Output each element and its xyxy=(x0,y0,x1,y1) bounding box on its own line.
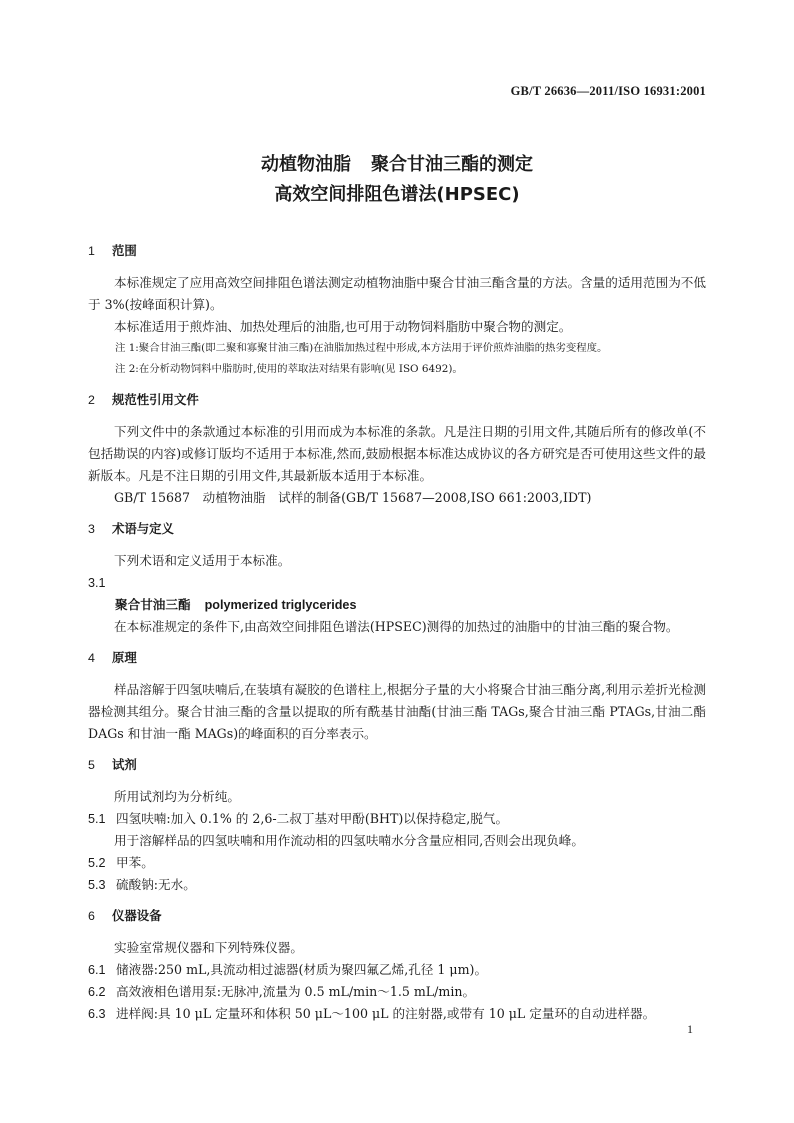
term-definition: 在本标准规定的条件下,由高效空间排阻色谱法(HPSEC)测得的加热过的油脂中的甘油三酯的聚合物。 xyxy=(114,619,679,634)
item-number: 5.3 xyxy=(88,878,106,892)
item-number: 5.2 xyxy=(88,856,106,870)
scope-note-1: 注 1:聚合甘油三酯(即二聚和寡聚甘油三酯)在油脂加热过程中形成,本方法用于评价煎炸油脂的热劣变程度。 xyxy=(115,342,608,354)
reference-item: GB/T 15687 动植物油脂 试样的制备(GB/T 15687—2008,ISO 661:2003,IDT) xyxy=(114,490,592,505)
item-number: 5.1 xyxy=(88,812,106,826)
page-number: 1 xyxy=(687,1022,693,1036)
document-title-line1 xyxy=(0,150,794,176)
item-text: 高效液相色谱用泵:无脉冲,流量为 0.5 mL/min～1.5 mL/min。 xyxy=(116,984,476,999)
term-entry xyxy=(88,594,706,616)
section-title: 仪器设备 xyxy=(112,908,162,923)
title-part-b: 聚合甘油三酯的测定 xyxy=(371,154,533,175)
document-title-line2: 高效空间排阻色谱法(HPSEC) xyxy=(274,184,520,205)
section-number: 5 xyxy=(88,758,95,772)
term-chinese: 聚合甘油三酯 xyxy=(115,597,191,612)
section-title: 原理 xyxy=(112,650,137,665)
section-number: 3 xyxy=(88,522,95,536)
item-text: 甲苯。 xyxy=(116,855,154,870)
reagents-paragraph: 所用试剂均为分析纯。 xyxy=(114,789,240,804)
apparatus-paragraph: 实验室常规仪器和下列特殊仪器。 xyxy=(114,940,303,955)
section-number: 2 xyxy=(88,393,95,407)
item-text: 进样阀:具 10 μL 定量环和体积 50 μL～100 μL 的注射器,或带有 10 μL 定量环的自动进样器。 xyxy=(116,1006,656,1021)
section-title: 规范性引用文件 xyxy=(112,392,199,407)
item-number: 6.2 xyxy=(88,985,106,999)
term-number: 3.1 xyxy=(88,576,106,590)
section-number: 1 xyxy=(88,244,95,258)
terms-paragraph: 下列术语和定义适用于本标准。 xyxy=(114,553,291,568)
reagent-item-5-3 xyxy=(88,874,706,896)
item-text: 硫酸钠:无水。 xyxy=(116,877,196,892)
title-part-a: 动植物油脂 xyxy=(261,154,351,175)
references-paragraph: 下列文件中的条款通过本标准的引用而成为本标准的条款。凡是注日期的引用文件,其随后所有的修改单(不包括勘误的内容)或修订版均不适用于本标准,然而,鼓励根据本标准达成协议的各方研究是否可使用这些文件的最新版本。凡是不注日期的引用文件,其最新版本适用于本标准。 xyxy=(88,424,706,483)
section-heading-reagents xyxy=(88,754,706,776)
item-number: 6.3 xyxy=(88,1007,106,1021)
section-heading-references xyxy=(88,389,706,411)
section-heading-principle xyxy=(88,647,706,669)
standard-number: GB/T 26636—2011/ISO 16931:2001 xyxy=(510,84,706,98)
item-number: 6.1 xyxy=(88,963,106,977)
item-text: 储液器:250 mL,具流动相过滤器(材质为聚四氟乙烯,孔径 1 μm)。 xyxy=(116,962,488,977)
reagent-item-5-1 xyxy=(88,808,706,830)
apparatus-item-6-1 xyxy=(88,959,706,981)
section-title: 术语与定义 xyxy=(112,521,174,536)
document-body xyxy=(88,240,706,1025)
item-text: 四氢呋喃:加入 0.1% 的 2,6-二叔丁基对甲酚(BHT)以保持稳定,脱气。 xyxy=(116,811,509,826)
section-title: 试剂 xyxy=(112,757,137,772)
term-english: polymerized triglycerides xyxy=(204,598,357,612)
scope-note-2: 注 2:在分析动物饲料中脂肪时,使用的萃取法对结果有影响(见 ISO 6492)。 xyxy=(115,363,463,375)
apparatus-item-6-3 xyxy=(88,1003,706,1025)
reagent-item-5-2 xyxy=(88,852,706,874)
apparatus-item-6-2 xyxy=(88,981,706,1003)
section-number: 6 xyxy=(88,909,95,923)
section-heading-apparatus xyxy=(88,905,706,927)
scope-paragraph-2: 本标准适用于煎炸油、加热处理后的油脂,也可用于动物饲料脂肪中聚合物的测定。 xyxy=(114,319,572,334)
section-title: 范围 xyxy=(112,243,137,258)
principle-paragraph: 样品溶解于四氢呋喃后,在装填有凝胶的色谱柱上,根据分子量的大小将聚合甘油三酯分离,利用示差折光检测器检测其组分。聚合甘油三酯的含量以提取的所有酰基甘油酯(甘油三酯 TAGs,聚合甘油三酯 PTAGs,甘油二酯 DAGs 和甘油一酯 MAGs)的峰面积的百分率表示。 xyxy=(88,682,706,741)
scope-paragraph-1: 本标准规定了应用高效空间排阻色谱法测定动植物油脂中聚合甘油三酯含量的方法。含量的适用范围为不低于 3%(按峰面积计算)。 xyxy=(88,275,706,312)
reagent-item-5-1-extra: 用于溶解样品的四氢呋喃和用作流动相的四氢呋喃水分含量应相同,否则会出现负峰。 xyxy=(114,833,584,848)
section-heading-scope xyxy=(88,240,706,262)
section-heading-terms xyxy=(88,518,706,540)
section-number: 4 xyxy=(88,651,95,665)
